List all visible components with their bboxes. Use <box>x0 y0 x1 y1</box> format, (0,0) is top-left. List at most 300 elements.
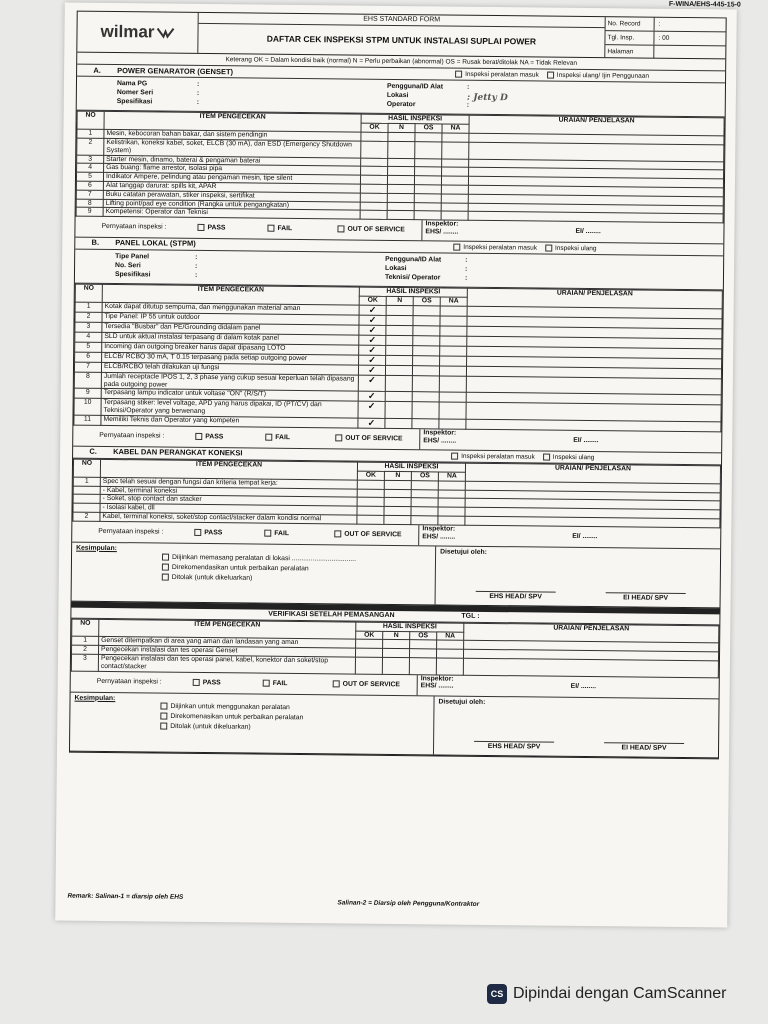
row-item-text: Kabel, terminal koneksi, soket/stop contact/stacker dalam kondisi normal <box>100 512 357 524</box>
checkbox-icon <box>160 703 167 710</box>
checkbox-icon <box>455 71 462 78</box>
wilmar-bird-icon <box>156 25 174 39</box>
result-na-cell[interactable] <box>439 366 466 376</box>
result-na-cell[interactable] <box>438 516 465 525</box>
checkbox-icon <box>195 433 202 440</box>
checkbox-inspeksi-ulang[interactable] <box>547 72 649 81</box>
result-os-cell[interactable] <box>411 516 438 525</box>
result-ok-cell[interactable] <box>357 506 384 515</box>
result-na-cell[interactable] <box>440 326 467 336</box>
pass-label: PASS <box>207 224 226 232</box>
inspektor-field <box>419 429 543 450</box>
col-ok: OK <box>357 471 384 480</box>
statement-label: Pernyataan inspeksi : <box>99 432 165 440</box>
result-na-cell[interactable] <box>436 649 463 658</box>
col-item: ITEM PENGECEKAN <box>99 619 356 639</box>
result-os-cell[interactable] <box>409 658 436 675</box>
row-number: 1 <box>73 477 100 486</box>
checkbox-icon <box>451 452 458 459</box>
pass-label: PASS <box>204 529 223 537</box>
checkbox-icon <box>264 529 271 536</box>
fail-option[interactable] <box>267 225 337 234</box>
result-os-cell[interactable] <box>412 376 439 393</box>
result-na-cell[interactable] <box>441 211 468 220</box>
col-n: N <box>388 124 415 133</box>
result-ok-cell[interactable] <box>357 489 384 498</box>
ei-label: EI/ ........ <box>570 682 597 690</box>
col-os: OS <box>415 124 442 133</box>
row-item-text: Terpasang lampu indicator untuk voltase "ON" (R/S/T) <box>101 389 358 402</box>
result-na-cell[interactable] <box>441 194 468 203</box>
row-number: 6 <box>76 181 103 190</box>
result-os-cell[interactable] <box>415 133 442 142</box>
result-na-cell[interactable] <box>437 640 464 649</box>
row-number: 10 <box>74 399 101 416</box>
result-na-cell[interactable] <box>440 306 467 316</box>
result-ok-cell[interactable]: ✓ <box>358 365 385 375</box>
info-value: : <box>195 263 198 271</box>
result-na-cell[interactable] <box>436 658 463 675</box>
info-row <box>117 99 387 111</box>
result-n-cell[interactable] <box>387 184 414 193</box>
result-n-cell[interactable] <box>388 158 415 167</box>
result-n-cell[interactable] <box>386 345 413 355</box>
meta-key: Halaman <box>605 45 654 59</box>
col-na: NA <box>440 297 467 306</box>
info-label: Nomer Seri <box>116 89 154 97</box>
result-os-cell[interactable] <box>414 202 441 211</box>
kesimpulan-1 <box>72 542 721 608</box>
info-label: Spesifikasi <box>116 98 153 106</box>
result-n-cell[interactable] <box>388 132 415 141</box>
row-number: 3 <box>77 155 104 164</box>
col-uraian: URAIAN/ PENJELASAN <box>469 116 724 136</box>
row-item-text: Indikator Ampere, pelindung atau pengaman mesin, tipe silent <box>103 173 360 185</box>
result-ok-cell[interactable] <box>360 211 387 220</box>
row-number <box>73 486 100 495</box>
section-c-table <box>72 459 721 528</box>
kesimpulan-option[interactable] <box>160 723 429 736</box>
ehs-label: EHS/ ........ <box>423 437 457 445</box>
result-ok-cell[interactable]: ✓ <box>359 305 386 315</box>
row-item-text: Buku catatan perawatan, stiker inspeksi, sertifikat <box>103 190 360 202</box>
checkbox-inspeksi-ulang[interactable] <box>543 453 595 461</box>
row-item-text: Terpasang stiker: level voltage, APD yang harus dipakai, ID (PT/CV) dan Teknisi/Operator yang berwenang <box>101 399 358 418</box>
section-name: KABEL DAN PERANGKAT KONEKSI <box>113 447 243 458</box>
scanned-sheet <box>55 0 741 928</box>
row-number: 1 <box>75 302 102 312</box>
result-ok-cell[interactable] <box>355 648 382 657</box>
section-name: PANEL LOKAL (STPM) <box>115 238 196 249</box>
result-os-cell[interactable] <box>414 176 441 185</box>
checkbox-inspeksi-masuk[interactable] <box>453 243 537 252</box>
pass-option[interactable] <box>194 529 264 538</box>
checkbox-icon <box>545 244 552 251</box>
meta-value: : 00 <box>658 34 670 42</box>
camscanner-watermark <box>487 984 726 1004</box>
info-right <box>387 83 657 113</box>
col-ok: OK <box>356 631 383 640</box>
row-number: 2 <box>77 138 104 155</box>
result-os-cell[interactable] <box>413 316 440 326</box>
result-na-cell[interactable] <box>442 133 469 142</box>
kesimpulan-options <box>70 692 435 754</box>
row-item-text: Lifting point/pad eye condition (Rangka untuk pengangkatan) <box>103 199 360 211</box>
col-hasil: HASIL INSPEKSI <box>356 622 464 632</box>
result-os-cell[interactable] <box>412 402 439 419</box>
result-os-cell[interactable] <box>411 498 438 507</box>
result-n-cell[interactable] <box>387 176 414 185</box>
row-item-text: - Soket, stop contact dan stacker <box>100 495 357 507</box>
checkbox-inspeksi-ulang[interactable] <box>545 244 597 252</box>
verifikasi-tgl: TGL : <box>461 612 480 620</box>
section-b-table <box>73 284 722 433</box>
checkbox-label: Inspeksi peralatan masuk <box>465 71 539 79</box>
result-ok-cell[interactable] <box>357 515 384 524</box>
checkbox-icon <box>543 453 550 460</box>
row-number: 7 <box>74 362 101 372</box>
checkbox-icon <box>453 243 460 250</box>
oos-option[interactable] <box>335 434 419 443</box>
result-ok-cell[interactable] <box>361 141 388 158</box>
fail-option[interactable] <box>264 529 334 538</box>
result-n-cell[interactable] <box>387 211 414 220</box>
row-number: 4 <box>77 163 104 172</box>
pass-option[interactable] <box>193 678 263 687</box>
result-n-cell[interactable] <box>386 305 413 315</box>
result-na-cell[interactable] <box>441 185 468 194</box>
result-os-cell[interactable] <box>411 507 438 516</box>
row-item-text: Pengecekan instalasi dan tes operasi Genset <box>99 646 356 658</box>
row-number: 11 <box>74 415 101 425</box>
result-na-cell[interactable] <box>438 481 465 490</box>
result-na-cell[interactable] <box>440 356 467 366</box>
oos-option[interactable] <box>337 226 421 235</box>
col-ok: OK <box>359 296 386 305</box>
approval-box <box>434 696 719 757</box>
approval-box <box>436 546 721 607</box>
row-number: 6 <box>75 352 102 362</box>
col-uraian: URAIAN/ PENJELASAN <box>467 288 722 308</box>
info-label: Lokasi <box>386 92 409 100</box>
info-value: : <box>465 265 468 273</box>
result-na-cell[interactable] <box>441 203 468 212</box>
result-ok-cell[interactable] <box>357 480 384 489</box>
result-ok-cell[interactable] <box>355 657 382 674</box>
option-label: Diijinkan memasang peralatan di lokasi .................................. <box>171 553 357 563</box>
result-os-cell[interactable] <box>415 142 442 159</box>
result-os-cell[interactable] <box>414 185 441 194</box>
row-number: 8 <box>76 199 103 208</box>
result-ok-cell[interactable] <box>361 132 388 141</box>
result-na-cell[interactable] <box>438 489 465 498</box>
result-na-cell[interactable] <box>440 346 467 356</box>
meta-box <box>605 17 725 58</box>
checkbox-label: Inspeksi ulang/ Ijin Penggunaan <box>556 72 649 80</box>
result-na-cell[interactable] <box>440 316 467 326</box>
col-na: NA <box>442 124 469 133</box>
row-item-text: ELCB/ RCBO 30 mA, T 0.15 terpasang pada setiap outgoing power <box>102 352 359 365</box>
row-item-text: Genset ditempatkan di area yang aman dan landasan yang aman <box>99 637 356 649</box>
verifikasi-title: VERIFIKASI SETELAH PEMASANGAN <box>268 610 395 619</box>
result-ok-cell[interactable]: ✓ <box>358 375 385 392</box>
checkbox-icon <box>267 225 274 232</box>
info-label: Pengguna/ID Alat <box>386 83 444 91</box>
col-n: N <box>386 296 413 305</box>
result-na-cell[interactable] <box>440 336 467 346</box>
result-n-cell[interactable] <box>385 418 412 428</box>
row-item-text: Alat tanggap darurat: spills kit, APAR <box>103 181 360 193</box>
col-n: N <box>384 471 411 480</box>
result-n-cell[interactable] <box>388 167 415 176</box>
info-value: : <box>196 90 200 98</box>
row-item-text: Kotak dapat ditutup sempurna, dan menggunakan material aman <box>102 302 359 315</box>
meta-row <box>606 17 726 32</box>
title-box <box>198 13 605 57</box>
col-uraian: URAIAN/ PENJELASAN <box>464 623 719 643</box>
col-hasil: HASIL INSPEKSI <box>357 462 465 472</box>
pass-label: PASS <box>205 433 224 441</box>
info-label: Nama PG <box>116 80 148 88</box>
result-na-cell[interactable] <box>438 507 465 516</box>
col-uraian: URAIAN/ PENJELASAN <box>465 463 720 483</box>
result-n-cell[interactable] <box>382 657 409 674</box>
section-tag: B. <box>91 238 100 248</box>
brand-name: wilmar <box>100 22 155 42</box>
result-os-cell[interactable] <box>412 419 439 429</box>
result-os-cell[interactable] <box>415 167 442 176</box>
info-label: Operator <box>386 101 416 109</box>
meta-row <box>605 31 725 46</box>
result-na-cell[interactable] <box>439 402 466 419</box>
result-os-cell[interactable] <box>411 489 438 498</box>
result-os-cell[interactable] <box>414 193 441 202</box>
statement-label: Pernyataan inspeksi : <box>96 677 162 686</box>
result-n-cell[interactable] <box>386 315 413 325</box>
info-value: : <box>196 99 200 107</box>
kesimpulan-title: Kesimpulan: <box>74 694 116 702</box>
checkbox-icon <box>263 679 270 686</box>
inspektor-field <box>421 220 545 241</box>
oos-label: OUT OF SERVICE <box>347 225 405 234</box>
checkbox-inspeksi-masuk[interactable] <box>455 71 539 80</box>
row-number: 7 <box>76 190 103 199</box>
result-ok-cell[interactable]: ✓ <box>359 335 386 345</box>
result-na-cell[interactable] <box>439 392 466 402</box>
result-os-cell[interactable] <box>411 480 438 489</box>
result-os-cell[interactable] <box>413 346 440 356</box>
result-na-cell[interactable] <box>438 498 465 507</box>
col-na: NA <box>437 632 464 641</box>
meta-key: No. Record <box>606 17 655 31</box>
checkbox-icon <box>265 434 272 441</box>
signature-heads <box>474 741 684 753</box>
result-os-cell[interactable] <box>413 326 440 336</box>
result-ok-cell[interactable]: ✓ <box>358 392 385 402</box>
ei-label: EI/ ........ <box>575 228 601 236</box>
col-no: NO <box>73 459 100 477</box>
brand-logo <box>77 12 198 53</box>
row-number: 9 <box>76 208 103 217</box>
checkbox-icon <box>337 226 344 233</box>
row-item-text: - Isolasi kabel, dll <box>100 504 357 516</box>
info-value-handwritten: : Jetty D <box>466 93 508 104</box>
result-os-cell[interactable] <box>413 356 440 366</box>
row-item-text: SLD untuk aktual instalasi terpasang di dalam kotak panel <box>102 332 359 345</box>
result-os-cell[interactable] <box>412 366 439 376</box>
result-ok-cell[interactable]: ✓ <box>358 402 385 419</box>
uraian-cell[interactable] <box>463 658 718 677</box>
result-ok-cell[interactable] <box>360 193 387 202</box>
row-item-text: Memiliki Teknis dan Operator yang kompeten <box>101 416 358 429</box>
fail-option[interactable] <box>265 434 335 443</box>
row-item-text: Gas buang: flame arrestor, isolasi pipa <box>104 164 361 176</box>
row-number: 2 <box>72 645 99 654</box>
result-n-cell[interactable] <box>384 489 411 498</box>
row-number: 1 <box>77 129 104 138</box>
col-n: N <box>383 631 410 640</box>
option-label: Direkomenasikan untuk perbaikan peralatan <box>170 713 304 722</box>
row-item-text: Incoming dan outgoing breaker harus dapat dipasang LOTO <box>102 342 359 355</box>
result-n-cell[interactable] <box>385 402 412 419</box>
ei-label: EI/ ........ <box>572 532 598 540</box>
result-n-cell[interactable] <box>383 640 410 649</box>
info-value: : <box>465 256 468 264</box>
row-number: 5 <box>75 342 102 352</box>
result-n-cell[interactable] <box>385 392 412 402</box>
remark-left: Remark: Salinan-1 = diarsip oleh EHS <box>67 892 184 901</box>
result-n-cell[interactable] <box>384 515 411 524</box>
info-label: Pengguna/ID Alat <box>385 256 442 264</box>
kesimpulan-options <box>72 542 437 604</box>
result-n-cell[interactable] <box>385 365 412 375</box>
result-os-cell[interactable] <box>413 336 440 346</box>
result-os-cell[interactable] <box>409 649 436 658</box>
row-number: 2 <box>75 312 102 322</box>
result-ok-cell[interactable] <box>360 202 387 211</box>
result-os-cell[interactable] <box>410 640 437 649</box>
pass-option[interactable] <box>195 433 265 442</box>
result-na-cell[interactable] <box>442 142 469 159</box>
result-ok-cell[interactable]: ✓ <box>359 345 386 355</box>
checkbox-icon <box>160 713 167 720</box>
result-n-cell[interactable] <box>386 335 413 345</box>
result-ok-cell[interactable]: ✓ <box>358 418 385 428</box>
result-ok-cell[interactable]: ✓ <box>359 315 386 325</box>
oos-label: OUT OF SERVICE <box>344 530 402 539</box>
result-na-cell[interactable] <box>441 176 468 185</box>
result-ok-cell[interactable]: ✓ <box>359 355 386 365</box>
fail-label: FAIL <box>274 529 290 537</box>
oos-label: OUT OF SERVICE <box>342 680 401 688</box>
result-os-cell[interactable] <box>414 211 441 220</box>
col-na: NA <box>438 472 465 481</box>
form-code: F-WINA/EHS-445-15-0 <box>668 0 741 9</box>
inspektor-label: Inspektor: <box>422 525 456 533</box>
result-n-cell[interactable] <box>382 649 409 658</box>
row-item-text: Kompetensi: Operator dan Teknisi <box>103 208 360 220</box>
result-ok-cell[interactable] <box>360 184 387 193</box>
checkbox-label: Inspeksi ulang <box>554 244 597 253</box>
info-row <box>115 271 385 283</box>
option-label: Ditolak (untuk dikeluarkan) <box>171 573 253 582</box>
checkbox-icon <box>333 680 340 687</box>
result-n-cell[interactable] <box>387 193 414 202</box>
pass-option[interactable] <box>197 224 267 233</box>
result-os-cell[interactable] <box>415 158 442 167</box>
result-n-cell[interactable] <box>384 498 411 507</box>
kesimpulan-option[interactable] <box>162 573 431 586</box>
oos-option[interactable] <box>334 530 418 539</box>
info-value: : <box>195 254 198 262</box>
result-ok-cell[interactable] <box>361 158 388 167</box>
standard-label: EHS STANDARD FORM <box>199 13 605 28</box>
info-label: Lokasi <box>385 265 407 273</box>
checkbox-icon <box>334 530 341 537</box>
info-value: : <box>466 102 470 110</box>
pass-label: PASS <box>202 678 221 687</box>
result-n-cell[interactable] <box>385 375 412 392</box>
result-os-cell[interactable] <box>412 392 439 402</box>
info-label: No. Seri <box>115 262 141 270</box>
row-number: 1 <box>72 637 99 646</box>
result-n-cell[interactable] <box>388 141 415 158</box>
section-name: POWER GENARATOR (GENSET) <box>117 65 234 76</box>
checkbox-inspeksi-masuk[interactable] <box>451 452 535 461</box>
col-item: ITEM PENGECEKAN <box>104 112 361 132</box>
checkbox-icon <box>160 723 167 730</box>
result-n-cell[interactable] <box>387 202 414 211</box>
result-na-cell[interactable] <box>442 158 469 167</box>
info-value: : <box>196 81 200 89</box>
row-item-text: - Kabel, terminal koneksi <box>100 486 357 498</box>
result-os-cell[interactable] <box>413 306 440 316</box>
ehs-head-signature: EHS HEAD/ SPV <box>476 591 556 602</box>
col-ok: OK <box>361 123 388 132</box>
result-ok-cell[interactable] <box>360 175 387 184</box>
ehs-head-signature: EHS HEAD/ SPV <box>474 741 554 752</box>
camscanner-icon: CS <box>487 984 507 1004</box>
row-number <box>73 494 100 503</box>
row-item-text: Pengecekan instalasi dan tes operasi panel, kabel, konektor dan soket/stop contact/stacker <box>98 654 355 673</box>
result-ok-cell[interactable] <box>356 639 383 648</box>
col-os: OS <box>413 297 440 306</box>
result-n-cell[interactable] <box>386 355 413 365</box>
inspektor-label: Inspektor: <box>423 429 457 437</box>
col-os: OS <box>411 472 438 481</box>
result-na-cell[interactable] <box>439 376 466 393</box>
checkbox-label: Inspeksi peralatan masuk <box>461 452 535 461</box>
result-ok-cell[interactable]: ✓ <box>359 325 386 335</box>
inspektor-label: Inspektor: <box>420 674 454 683</box>
result-n-cell[interactable] <box>384 507 411 516</box>
row-item-text: Tersedia "Busbar" dan PE/Grounding didalam panel <box>102 322 359 335</box>
result-n-cell[interactable] <box>384 480 411 489</box>
result-ok-cell[interactable] <box>361 166 388 175</box>
result-na-cell[interactable] <box>439 419 466 429</box>
result-ok-cell[interactable] <box>357 497 384 506</box>
meta-row <box>605 45 725 59</box>
result-n-cell[interactable] <box>386 325 413 335</box>
fail-label: FAIL <box>275 434 291 442</box>
form-title: DAFTAR CEK INSPEKSI STPM UNTUK INSTALASI SUPLAI POWER <box>266 33 537 47</box>
result-na-cell[interactable] <box>442 167 469 176</box>
row-item-text: Kelistrikan, koneksi kabel, soket, ELCB (30 mA), dan ESD (Emergency Shutdown System) <box>104 138 361 157</box>
fail-option[interactable] <box>263 679 333 688</box>
info-left <box>115 253 385 283</box>
oos-option[interactable] <box>333 680 417 689</box>
row-number: 8 <box>74 372 101 389</box>
